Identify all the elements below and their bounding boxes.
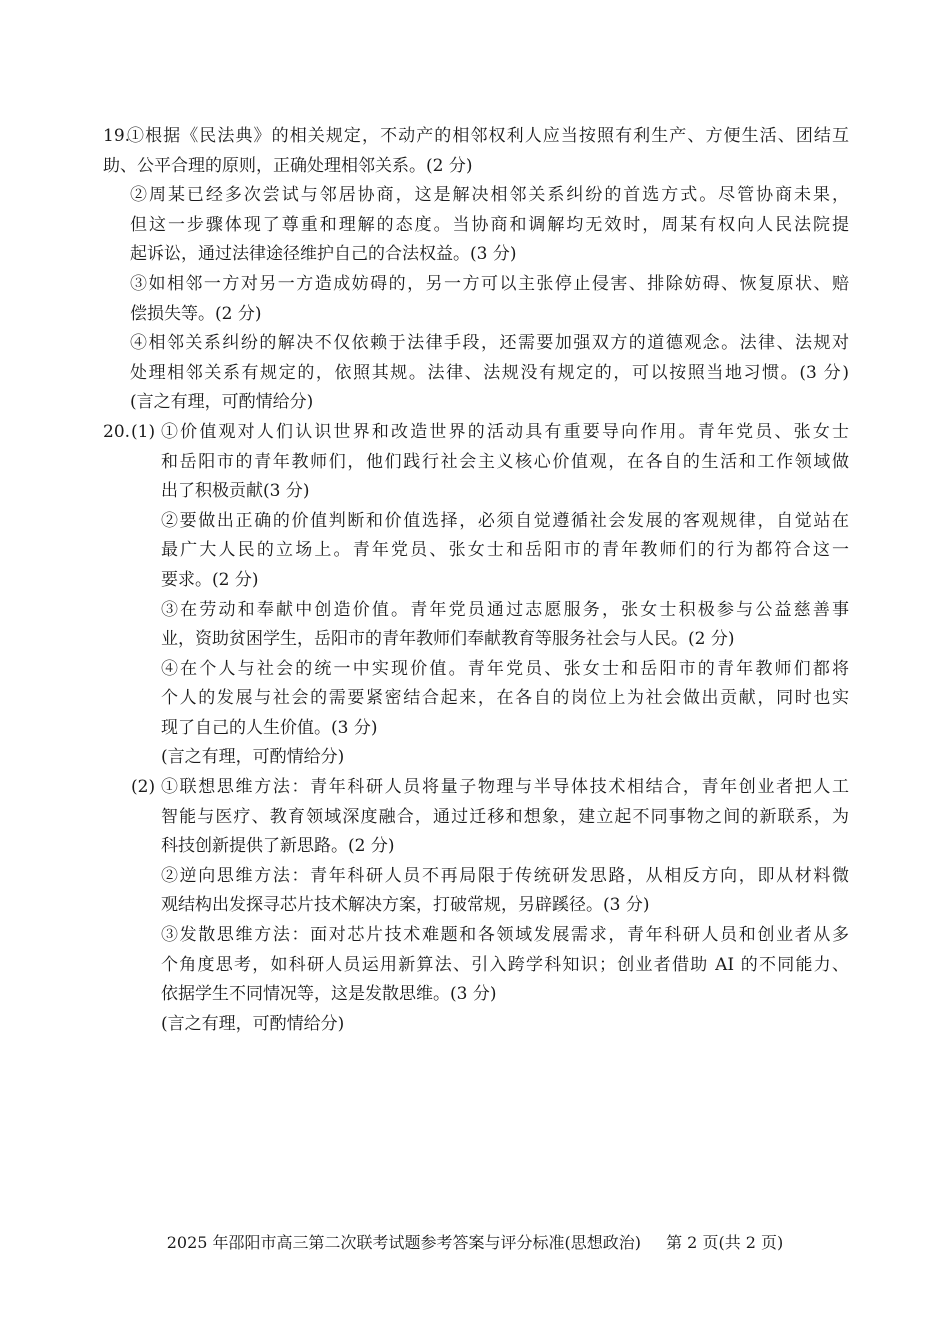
answer-content xyxy=(0,122,950,1039)
q19-line-8 xyxy=(0,329,950,359)
q20-line-7 xyxy=(0,596,950,626)
answer-text: 科技创新提供了新思路。(2 分) xyxy=(161,836,395,857)
answer-text: 业，资助贫困学生，岳阳市的青年教师们奉献教育等服务社会与人民。(2 分) xyxy=(161,629,735,650)
answer-text: ③发散思维方法：面对芯片技术难题和各领域发展需求，青年科研人员和创业者从多 xyxy=(161,925,849,946)
scoring-note: (言之有理，可酌情给分) xyxy=(130,392,314,413)
answer-text: 现了自己的人生价值。(3 分) xyxy=(161,717,378,738)
question-number: 19. xyxy=(103,126,131,146)
q20-line-19 xyxy=(0,951,950,981)
q20-line-9 xyxy=(0,655,950,685)
page-footer xyxy=(0,1232,950,1254)
answer-text: 和岳阳市的青年教师们，他们践行社会主义核心价值观，在各自的生活和工作领域做 xyxy=(161,451,849,472)
q19-line-6 xyxy=(0,270,950,300)
q20-line-8 xyxy=(0,625,950,655)
answer-text: ①联想思维方法：青年科研人员将量子物理与半导体技术相结合，青年创业者把人工 xyxy=(161,777,849,798)
q20-line-12 xyxy=(0,743,950,773)
answer-text: ④在个人与社会的统一中实现价值。青年党员、张女士和岳阳市的青年教师们都将 xyxy=(161,658,849,679)
q19-line-1 xyxy=(0,122,950,152)
q20-line-14 xyxy=(0,803,950,833)
answer-text: 出了积极贡献(3 分) xyxy=(161,481,310,502)
answer-text: 要求。(2 分) xyxy=(161,569,259,590)
footer-title: 2025 年邵阳市高三第二次联考试题参考答案与评分标准(思想政治) xyxy=(166,1233,641,1252)
question-20 xyxy=(0,418,950,1039)
q20-line-13 xyxy=(0,773,950,803)
sub-question-label: (1) xyxy=(131,421,156,442)
answer-text: 助、公平合理的原则，正确处理相邻关系。(2 分) xyxy=(103,155,473,176)
answer-text: 最广大人民的立场上。青年党员、张女士和岳阳市的青年教师们的行为都符合这一 xyxy=(161,540,849,561)
answer-text: ②要做出正确的价值判断和价值选择，必须自觉遵循社会发展的客观规律，自觉站在 xyxy=(161,510,849,531)
q19-line-2 xyxy=(0,152,950,182)
q20-line-5 xyxy=(0,536,950,566)
q20-line-3 xyxy=(0,477,950,507)
q20-line-18 xyxy=(0,921,950,951)
answer-text: ④相邻关系纠纷的解决不仅依赖于法律手段，还需要加强双方的道德观念。法律、法规对 xyxy=(130,333,849,354)
q19-line-4 xyxy=(0,211,950,241)
answer-text: ①价值观对人们认识世界和改造世界的活动具有重要导向作用。青年党员、张女士 xyxy=(161,421,849,442)
scoring-note: (言之有理，可酌情给分) xyxy=(161,1013,345,1034)
answer-text: ②周某已经多次尝试与邻居协商，这是解决相邻关系纠纷的首选方式。尽管协商未果， xyxy=(130,185,849,206)
answer-text: 观结构出发探寻芯片技术解决方案，打破常规，另辟蹊径。(3 分) xyxy=(161,895,650,916)
answer-text: 个角度思考，如科研人员运用新算法、引入跨学科知识；创业者借助 AI 的不同能力、 xyxy=(161,954,849,975)
q20-line-20 xyxy=(0,980,950,1010)
answer-text: 依据学生不同情况等，这是发散思维。(3 分) xyxy=(161,984,497,1005)
q19-line-3 xyxy=(0,181,950,211)
q20-line-17 xyxy=(0,891,950,921)
q20-line-15 xyxy=(0,832,950,862)
answer-text: 起诉讼，通过法律途径维护自己的合法权益。(3 分) xyxy=(130,244,517,265)
q20-line-11 xyxy=(0,714,950,744)
q20-line-16 xyxy=(0,862,950,892)
q20-line-6 xyxy=(0,566,950,596)
answer-text: ③如相邻一方对另一方造成妨碍的，另一方可以主张停止侵害、排除妨碍、恢复原状、赔 xyxy=(130,273,849,294)
q19-line-10 xyxy=(0,388,950,418)
answer-text: 处理相邻关系有规定的，依照其规。法律、法规没有规定的，可以按照当地习惯。(3 分) xyxy=(130,362,849,383)
answer-text: ②逆向思维方法：青年科研人员不再局限于传统研发思路，从相反方向，即从材料微 xyxy=(161,865,849,886)
question-number: 20. xyxy=(103,421,131,442)
q20-line-10 xyxy=(0,684,950,714)
q19-line-7 xyxy=(0,300,950,330)
answer-text: 智能与医疗、教育领域深度融合，通过迁移和想象，建立起不同事物之间的新联系，为 xyxy=(161,806,849,827)
sub-question-label: (2) xyxy=(131,777,156,798)
q20-line-2 xyxy=(0,448,950,478)
scoring-note: (言之有理，可酌情给分) xyxy=(161,747,345,768)
page-number: 第 2 页(共 2 页) xyxy=(666,1233,784,1252)
q20-line-4 xyxy=(0,507,950,537)
answer-text: 但这一步骤体现了尊重和理解的态度。当协商和调解均无效时，周某有权向人民法院提 xyxy=(130,214,849,235)
answer-text: 个人的发展与社会的需要紧密结合起来，在各自的岗位上为社会做出贡献，同时也实 xyxy=(161,688,849,709)
q19-line-9 xyxy=(0,359,950,389)
q20-line-1 xyxy=(0,418,950,448)
answer-text: ③在劳动和奉献中创造价值。青年党员通过志愿服务，张女士积极参与公益慈善事 xyxy=(161,599,849,620)
q19-line-5 xyxy=(0,240,950,270)
answer-text: 偿损失等。(2 分) xyxy=(130,303,262,324)
question-19 xyxy=(0,122,950,418)
answer-text: ①根据《民法典》的相关规定，不动产的相邻权利人应当按照有利生产、方便生活、团结互 xyxy=(127,126,849,146)
q20-line-21 xyxy=(0,1010,950,1040)
